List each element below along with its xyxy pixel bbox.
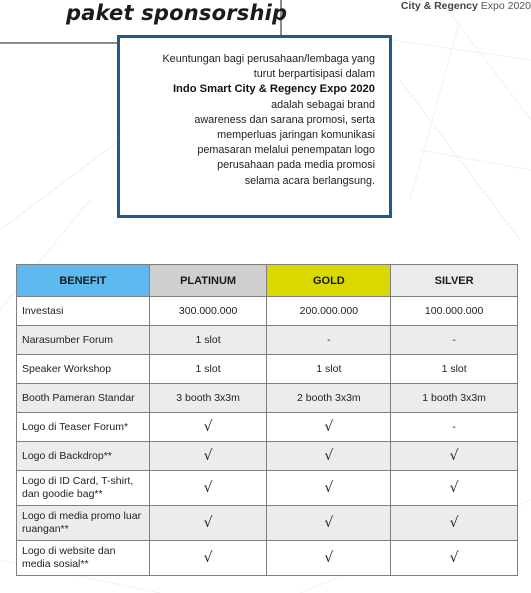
platinum-value (149, 541, 267, 576)
description-line: Keuntungan bagi perusahaan/lembaga yang (162, 53, 375, 65)
silver-value (391, 471, 518, 506)
event-name-rest: Expo 2020 (480, 0, 531, 12)
check-icon: √ (324, 419, 334, 435)
silver-value: 1 slot (391, 355, 518, 384)
description-line: turut berpartisipasi dalam (253, 68, 375, 81)
check-icon: √ (324, 515, 334, 531)
check-icon: √ (449, 480, 459, 496)
silver-value (391, 506, 518, 541)
platinum-value (149, 442, 267, 471)
platinum-value: 3 booth 3x3m (149, 384, 267, 413)
gold-value (267, 471, 391, 506)
gold-value (267, 413, 391, 442)
gold-value (267, 442, 391, 471)
page-title: paket sponsorship (66, 1, 288, 25)
platinum-value: 300.000.000 (149, 297, 267, 326)
benefit-label: Investasi (17, 297, 150, 326)
check-icon: √ (324, 448, 334, 464)
platinum-value: 1 slot (149, 326, 267, 355)
silver-value: 100.000.000 (391, 297, 518, 326)
silver-value: - (391, 413, 518, 442)
gold-value: 1 slot (267, 355, 391, 384)
description-line: selama acara berlangsung. (244, 174, 375, 187)
check-icon: √ (203, 419, 213, 435)
table-row (17, 442, 518, 471)
benefit-label: Logo di Backdrop** (17, 442, 150, 471)
description-line: awareness dan sarana promosi, serta (194, 113, 375, 126)
event-name-bold: City & Regency (400, 0, 478, 12)
sponsorship-benefit-table (16, 264, 518, 576)
check-icon: √ (203, 515, 213, 531)
table-row (17, 384, 518, 413)
silver-value (391, 442, 518, 471)
gold-value (267, 541, 391, 576)
event-name (401, 0, 531, 12)
check-icon: √ (449, 448, 459, 464)
description-line: pemasaran melalui penempatan logo (197, 144, 375, 157)
silver-value (391, 541, 518, 576)
description-box (117, 35, 392, 218)
table-row (17, 541, 518, 576)
check-icon: √ (203, 448, 213, 464)
description-line: adalah sebagai brand (271, 98, 375, 111)
table-row (17, 506, 518, 541)
table-row (17, 413, 518, 442)
benefit-label: Speaker Workshop (17, 355, 150, 384)
table-header-row (17, 265, 518, 297)
gold-value (267, 506, 391, 541)
check-icon: √ (449, 550, 459, 566)
gold-value: 200.000.000 (267, 297, 391, 326)
header-silver: SILVER (391, 265, 518, 297)
platinum-value: 1 slot (149, 355, 267, 384)
benefit-label: Logo di Teaser Forum* (17, 413, 150, 442)
check-icon: √ (324, 550, 334, 566)
header-benefit: BENEFIT (17, 265, 150, 297)
benefit-label: Booth Pameran Standar (17, 384, 150, 413)
silver-value: - (391, 326, 518, 355)
platinum-value (149, 471, 267, 506)
table-row (17, 471, 518, 506)
check-icon: √ (203, 550, 213, 566)
platinum-value (149, 506, 267, 541)
table-row (17, 326, 518, 355)
benefit-label: Narasumber Forum (17, 326, 150, 355)
table-row (17, 297, 518, 326)
check-icon: √ (449, 515, 459, 531)
header-platinum: PLATINUM (149, 265, 267, 297)
platinum-value (149, 413, 267, 442)
benefit-label: Logo di media promo luar ruangan** (17, 506, 150, 541)
gold-value: 2 booth 3x3m (267, 384, 391, 413)
silver-value: 1 booth 3x3m (391, 384, 518, 413)
check-icon: √ (203, 480, 213, 496)
description-line: perusahaan pada media promosi (217, 159, 375, 172)
description-line: memperluas jaringan komunikasi (217, 129, 375, 142)
header-gold: GOLD (267, 265, 391, 297)
benefit-label: Logo di ID Card, T-shirt, dan goodie bag** (17, 471, 150, 506)
check-icon: √ (324, 480, 334, 496)
benefit-label: Logo di website dan media sosial** (17, 541, 150, 576)
description-event-name: Indo Smart City & Regency Expo 2020 (172, 83, 375, 96)
table-row (17, 355, 518, 384)
gold-value: - (267, 326, 391, 355)
